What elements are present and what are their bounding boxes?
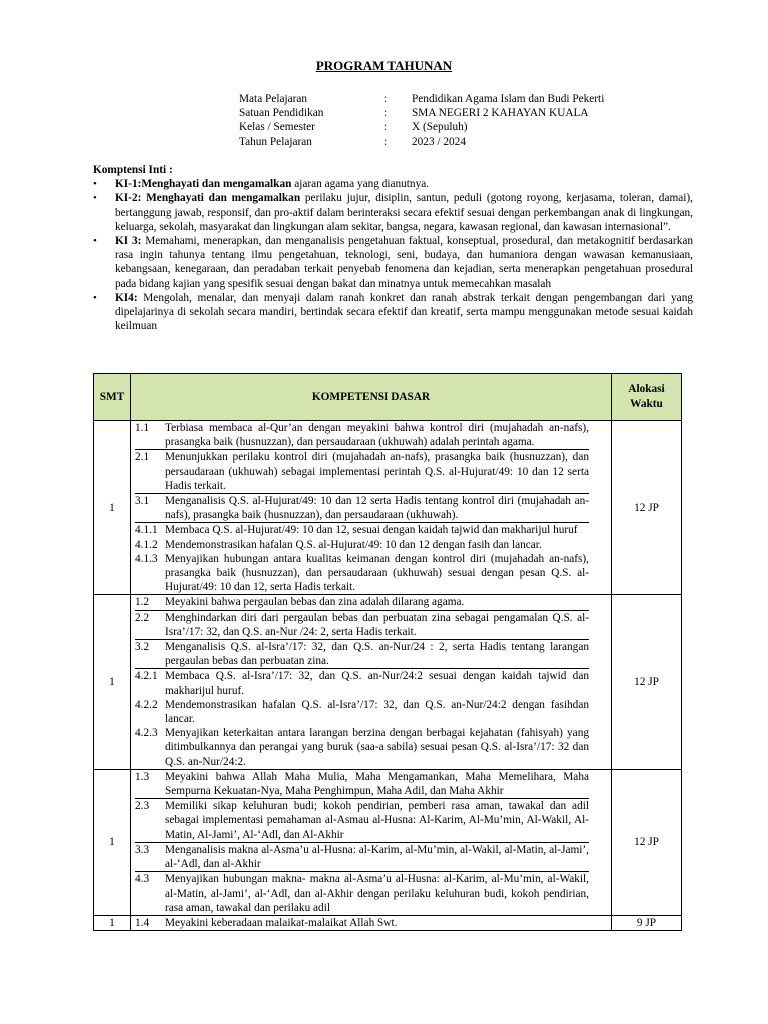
kd-number: 4.3: [135, 873, 150, 886]
kd-text: Menganalisis makna al-Asma’u al-Husna: al-Karim, al-Mu’min, al-Wakil, al-Matin, al-Jami’, al-‘Adl, dan al-Akhir: [165, 843, 589, 871]
kd-item: [135, 538, 589, 552]
kd-item: [135, 421, 589, 449]
kd-text: Menyajikan keterkaitan antara larangan berzina dengan berbagai kejahatan (fahisyah) yang ditimbulkannya dan perangai yang buruk (saa-a sabila) sesuai pesan Q.S. al-Isra’/17: 32 dan Q.S. an-Nur/24:2.: [165, 727, 589, 768]
kd-cell: [131, 421, 612, 595]
table-row: [94, 421, 682, 595]
kd-table: [93, 373, 682, 931]
meta-label: Tahun Pelajaran: [239, 135, 312, 148]
kd-text: Menyajikan hubungan antara kualitas keimanan dengan kontrol diri (mujahadah an-nafs), prasangka baik (husnuzzan), dan persaudaraan (ukhuwah) sesuai dengan pesan Q.S. al-Hujurat/49: 10 dan 12, serta Hadis terkait.: [165, 552, 589, 594]
kd-group: [135, 611, 589, 640]
kd-number: 4.2.2: [135, 698, 158, 711]
kd-item: [135, 552, 589, 595]
header-smt: SMT: [94, 374, 131, 421]
meta-label: Kelas / Semester: [239, 121, 315, 134]
kd-number: 3.2: [135, 641, 150, 654]
meta-colon: :: [384, 93, 388, 105]
kd-number: 2.3: [135, 800, 150, 813]
kd-item: [135, 494, 589, 522]
kd-text: Menunjukkan perilaku kontrol diri (mujahadah an-nafs), prasangka baik (husnuzzan), dan persaudaraan (ukhuwah) sebagai implementasi perintah Q.S. al-Hujurat/49: 10 dan 12 serta Hadis terkait.: [165, 451, 589, 492]
kd-number: 3.3: [135, 843, 150, 856]
ki-heading: Komptensi Inti :: [93, 164, 173, 176]
ki-list: [93, 177, 693, 333]
ki-text: ajaran agama yang dianutnya.: [291, 178, 430, 191]
kd-text: Terbiasa membaca al-Qur’an dengan meyakini bahwa kontrol diri (mujahadah an-nafs), prasangka baik (husnuzzan), dan persaudaraan (ukhuwah) adalah perintah agama.: [165, 422, 589, 449]
meta-label: Satuan Pendidikan: [239, 107, 324, 120]
ki-label: KI-1:Menghayati dan mengamalkan: [115, 178, 292, 191]
kd-text: Membaca Q.S. al-Isra’/17: 32, dan Q.S. an-Nur/24:2 sesuai dengan kaidah tajwid dan makharijul huruf.: [165, 670, 589, 697]
kd-group: [135, 799, 589, 843]
alokasi-cell: 12 JP: [612, 769, 682, 915]
ki-text: perilaku jujur, disiplin, santun, peduli (gotong royong, kerjasama, toleran, damai), bertanggung jawab, responsif, dan pro-aktif dalam berinteraksi secara efektif sesuai dengan perkembangan anak di lingkungan, keluarga, sekolah, masyarakat dan lingkungan alam sekitar, bangsa, negara, kawasan regional, dan kawasan internasional”.: [115, 192, 693, 233]
kd-group: [135, 595, 589, 610]
kd-item: [135, 872, 589, 915]
kd-item: [135, 843, 589, 871]
smt-cell: 1: [94, 595, 131, 769]
bullet-icon: •: [93, 192, 97, 205]
ki-item: [93, 291, 693, 334]
kd-item: [135, 669, 589, 697]
alokasi-cell: 12 JP: [612, 421, 682, 595]
kd-item: [135, 611, 589, 639]
kd-item: [135, 799, 589, 842]
kd-group: [135, 916, 589, 930]
ki-label: KI-2: Menghayati dan mengamalkan: [115, 192, 301, 205]
kd-group: [135, 872, 589, 915]
ki-item: [93, 191, 693, 234]
kd-group: [135, 421, 589, 450]
kd-group: [135, 450, 589, 494]
kd-text: Meyakini keberadaan malaikat-malaikat Allah Swt.: [165, 916, 398, 929]
kd-number: 1.4: [135, 916, 150, 929]
kd-group: [135, 770, 589, 799]
ki-item: [93, 177, 693, 191]
kd-item: [135, 770, 589, 798]
kd-cell: [131, 769, 612, 915]
meta-value: SMA NEGERI 2 KAHAYAN KUALA: [412, 107, 589, 120]
ki-label: KI 3:: [115, 235, 142, 248]
kd-number: 1.3: [135, 770, 150, 783]
kd-item: [135, 523, 589, 537]
meta-colon: :: [384, 121, 388, 134]
kd-group: [135, 640, 589, 669]
smt-cell: 1: [94, 769, 131, 915]
kd-item: [135, 450, 589, 493]
alokasi-cell: 9 JP: [612, 915, 682, 930]
kd-text: Menghindarkan diri dari pergaulan bebas dan perbuatan zina sebagai pengamalan Q.S. al-Isra’/17: 32, dan Q.S. an-Nur /24: 2, serta Hadis terkait.: [165, 611, 589, 638]
kd-text: Membaca Q.S. al-Hujurat/49: 10 dan 12, sesuai dengan kaidah tajwid dan makharijul huruf: [165, 524, 578, 537]
page-title: PROGRAM TAHUNAN: [315, 58, 453, 73]
kd-number: 2.1: [135, 451, 150, 464]
table-row: [94, 595, 682, 769]
kd-group: [135, 669, 589, 768]
smt-cell: 1: [94, 421, 131, 595]
kd-item: [135, 916, 589, 930]
kd-text: Meyakini bahwa Allah Maha Mulia, Maha Mengamankan, Maha Memelihara, Maha Sempurna Kekuatan-Nya, Maha Penghimpun, Maha Adil, dan Maha Akhir: [165, 770, 589, 798]
kd-number: 4.1.1: [135, 524, 158, 537]
header-kompetensi-dasar: KOMPETENSI DASAR: [131, 374, 612, 421]
kd-group: [135, 523, 589, 594]
ki-text: Memahami, menerapkan, dan menganalisis pengetahuan faktual, konseptual, prosedural, dan metakognitif berdasarkan rasa ingin tahunya tentang ilmu pengetahuan, teknologi, seni, budaya, dan humaniora dengan wawasan kemanusiaan, kebangsaan, kenegaraan, dan peradaban terkait penyebab fenomena dan kejadian, serta menerapkan pengetahuan prosedural pada bidang kajian yang spesifik sesuai dengan bakat dan minatnya untuk memecahkan masalah: [115, 235, 694, 290]
kd-number: 3.1: [135, 495, 150, 508]
kd-text: Meyakini bahwa pergaulan bebas dan zina adalah dilarang agama.: [165, 596, 465, 609]
kd-number: 2.2: [135, 611, 150, 624]
kd-item: [135, 726, 589, 769]
kd-group: [135, 843, 589, 872]
kd-group: [135, 494, 589, 523]
kd-cell: [131, 595, 612, 769]
kd-text: Menganalisis Q.S. al-Isra’/17: 32, dan Q.S. an-Nur/24 : 2, serta Hadis tentang larangan pergaulan bebas dan perbuatan zina.: [165, 641, 589, 668]
kd-cell: [131, 915, 612, 930]
kd-number: 1.2: [135, 596, 150, 609]
meta-value: 2023 / 2024: [412, 135, 466, 148]
table-row: [94, 915, 682, 930]
kd-text: Menganalisis Q.S. al-Hujurat/49: 10 dan 12 serta Hadis tentang kontrol diri (mujahadah an-nafs), prasangka baik (husnuzzan), dan persaudaraan (ukhuwah).: [165, 495, 589, 522]
ki-label: KI4:: [115, 291, 138, 304]
meta-value: Pendidikan Agama Islam dan Budi Pekerti: [412, 93, 605, 105]
meta-value: X (Sepuluh): [412, 121, 468, 134]
kompetensi-inti: [93, 163, 693, 333]
kd-number: 4.1.3: [135, 552, 158, 565]
bullet-icon: •: [93, 178, 97, 191]
kd-item: [135, 640, 589, 668]
kd-text: Mendemonstrasikan hafalan Q.S. al-Isra’/17: 32, dan Q.S. an-Nur/24:2 dengan fasihdan lancar.: [165, 698, 589, 726]
ki-text: Mengolah, menalar, dan menyaji dalam ranah konkret dan ranah abstrak terkait dengan pengembangan dari yang dipelajarinya di sekolah secara mandiri, bertindak secara efektif dan kreatif, serta mampu menggunakan metode sesuai kaidah keilmuan: [115, 291, 693, 333]
kd-item: [135, 595, 589, 609]
meta-colon: :: [384, 107, 388, 120]
ki-item: [93, 234, 693, 291]
kd-number: 4.2.3: [135, 727, 158, 740]
header-alokasi-waktu: Alokasi Waktu: [612, 374, 682, 421]
meta-colon: :: [384, 135, 388, 148]
bullet-icon: •: [93, 291, 97, 304]
table-row: [94, 769, 682, 915]
kd-number: 4.2.1: [135, 670, 158, 683]
kd-text: Mendemonstrasikan hafalan Q.S. al-Hujurat/49: 10 dan 12 dengan fasih dan lancar.: [165, 538, 542, 551]
kd-item: [135, 698, 589, 726]
kd-number: 1.1: [135, 422, 150, 434]
kd-text: Memiliki sikap keluhuran budi; kokoh pendirian, pemberi rasa aman, tawakal dan adil sebagai implementasi pemahaman al-Asmau al-Husna: Al-Karim, Al-Mu’min, Al-Wakil, Al- Matin, Al-Jami’, Al-‘Adl, dan Al-Akhir: [165, 800, 589, 841]
kd-table-header: [94, 374, 682, 421]
alokasi-cell: 12 JP: [612, 595, 682, 769]
kd-number: 4.1.2: [135, 538, 158, 551]
smt-cell: 1: [94, 915, 131, 930]
bullet-icon: •: [93, 235, 97, 248]
meta-label: Mata Pelajaran: [239, 93, 308, 105]
kd-text: Menyajikan hubungan makna- makna al-Asma’u al-Husna: al-Karim, al-Mu’min, al-Wakil, al-Matin, al-Jami’, al-‘Adl, dan al-Akhir dengan perilaku keluhuran budi, kokoh pendirian, rasa aman, tawakal dan perilaku adil: [165, 873, 589, 914]
